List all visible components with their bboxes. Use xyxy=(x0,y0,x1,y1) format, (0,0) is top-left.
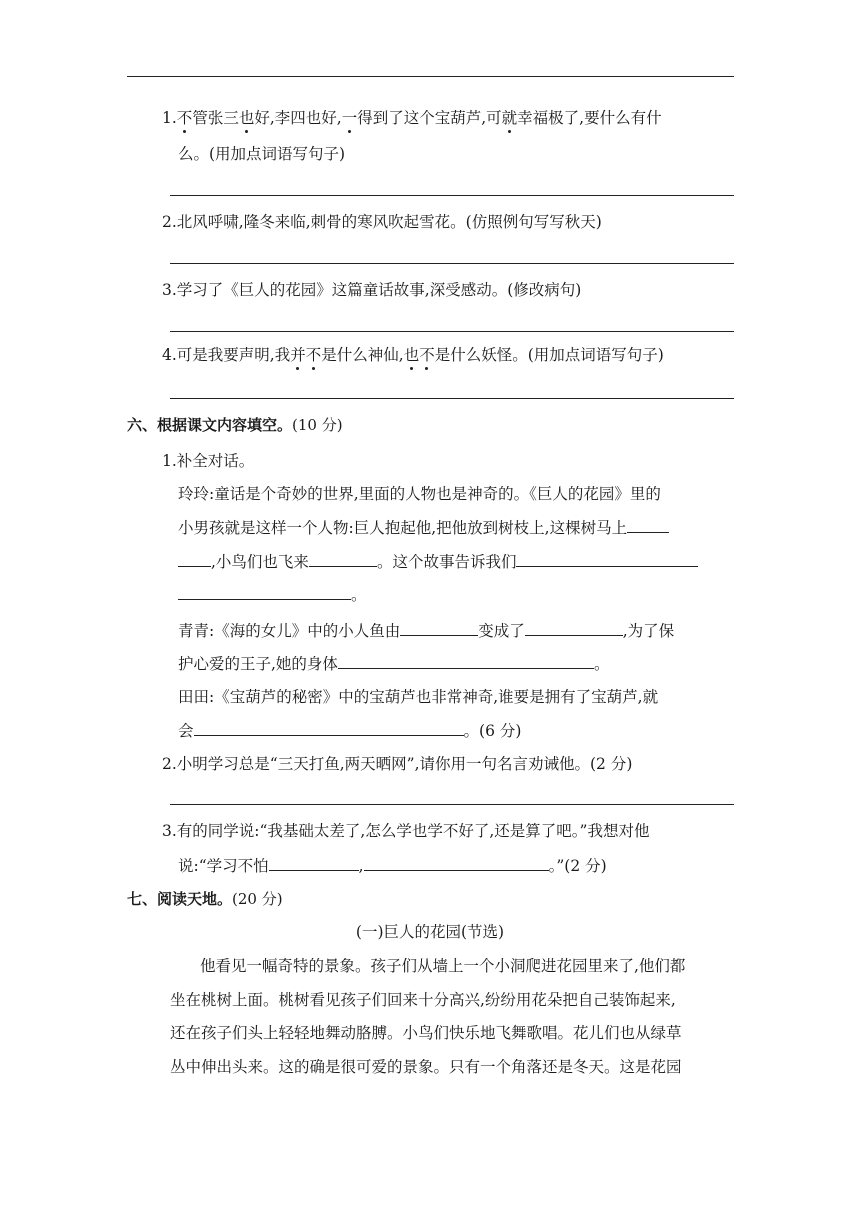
text-span: 。 xyxy=(351,586,367,604)
s6-q1-line5 xyxy=(178,620,674,641)
reading-title: (一)巨人的花园(节选) xyxy=(355,923,505,941)
answer-line-s6-q2[interactable] xyxy=(170,804,734,805)
blank-1b[interactable] xyxy=(178,551,211,567)
section-7-heading xyxy=(127,889,283,909)
q1-line1 xyxy=(162,108,662,128)
s6-q1-line2 xyxy=(178,517,669,538)
text-span: 说:“学习不怕 xyxy=(178,857,269,875)
blank-6[interactable] xyxy=(338,653,594,669)
answer-line-q1[interactable] xyxy=(170,195,734,196)
text-span: 六、根据课文内容填空。 xyxy=(127,416,293,434)
emphasis-dot-char: 一 xyxy=(341,109,358,127)
text-span: 青青:《海的女儿》中的小人鱼由 xyxy=(178,622,401,640)
s6-q1-line8 xyxy=(178,720,521,741)
text-span: 4.可是我要声明,我 xyxy=(162,346,291,364)
emphasis-dot-char: 也 xyxy=(238,109,255,127)
q4-text xyxy=(162,345,664,365)
emphasis-dot-char: 并 xyxy=(290,346,306,364)
text-span: 1. xyxy=(162,109,177,127)
emphasis-dot-char: 也 xyxy=(403,346,420,364)
s6-q1-title: 1.补全对话。 xyxy=(162,452,255,470)
emphasis-dot-char: 不 xyxy=(305,346,322,364)
blank-4[interactable] xyxy=(400,620,478,636)
section-6-heading xyxy=(127,415,343,435)
blank-3b[interactable] xyxy=(178,584,351,600)
text-span: 得到了这个宝葫芦,可 xyxy=(357,109,502,127)
text-span: 七、阅读天地。 xyxy=(127,890,233,908)
blank-5[interactable] xyxy=(525,620,623,636)
text-span: 。这个故事告诉我们 xyxy=(376,553,517,571)
text-span: , xyxy=(358,857,364,875)
text-span: 。”(2 分) xyxy=(548,857,607,875)
blank-1a[interactable] xyxy=(627,517,669,533)
s6-q1-line3 xyxy=(178,551,698,572)
text-span: 小男孩就是这样一个人物:巨人抱起他,把他放到树枝上,这棵树马上 xyxy=(178,519,628,537)
s6-q1-line4 xyxy=(178,584,367,605)
text-span: ,小鸟们也飞来 xyxy=(211,553,309,571)
s6-q1-line7: 田田:《宝葫芦的秘密》中的宝葫芦也非常神奇,谁要是拥有了宝葫芦,就 xyxy=(178,688,659,706)
text-span: 幸福极了,要什么有什 xyxy=(517,109,662,127)
blank-7[interactable] xyxy=(194,720,464,736)
reading-line-2: 坐在桃树上面。桃树看见孩子们回来十分高兴,纷纷用花朵把自己装饰起来, xyxy=(170,991,676,1009)
s6-q3-line2 xyxy=(178,855,607,876)
reading-line-4: 丛中伸出头来。这的确是很可爱的景象。只有一个角落还是冬天。这是花园 xyxy=(170,1058,682,1076)
text-span: 。(6 分) xyxy=(463,722,522,740)
q3-text: 3.学习了《巨人的花园》这篇童话故事,深受感动。(修改病句) xyxy=(162,281,582,299)
s6-q1-line6 xyxy=(178,653,609,674)
emphasis-dot-char: 不 xyxy=(176,109,193,127)
text-span: 护心爱的王子,她的身体 xyxy=(178,655,338,673)
s6-q2-text: 2.小明学习总是“三天打鱼,两天晒网”,请你用一句名言劝诫他。(2 分) xyxy=(162,755,633,773)
s6-q1-line1: 玲玲:童话是个奇妙的世界,里面的人物也是神奇的。《巨人的花园》里的 xyxy=(178,485,661,503)
q2-text: 2.北风呼啸,隆冬来临,刺骨的寒风吹起雪花。(仿照例句写写秋天) xyxy=(162,213,602,231)
text-span: 。 xyxy=(593,655,610,673)
text-span: 是什么妖怪。(用加点词语写句子) xyxy=(434,346,664,364)
text-span: 会 xyxy=(178,722,194,740)
text-span: 是什么神仙, xyxy=(321,346,404,364)
text-span: (10 分) xyxy=(292,416,343,434)
text-span: (20 分) xyxy=(232,890,283,908)
emphasis-dot-char: 不 xyxy=(419,346,435,364)
answer-line-q2[interactable] xyxy=(170,263,734,264)
blank-2[interactable] xyxy=(309,551,377,567)
text-span: 变成了 xyxy=(478,622,525,640)
answer-line-q3[interactable] xyxy=(170,331,734,332)
emphasis-dot-char: 就 xyxy=(501,109,518,127)
top-rule xyxy=(127,76,734,77)
text-span: ,为了保 xyxy=(622,622,675,640)
reading-line-3: 还在孩子们头上轻轻地舞动胳膊。小鸟们快乐地飞舞歌唱。花儿们也从绿草 xyxy=(170,1024,682,1042)
text-span: 管张三 xyxy=(192,109,239,127)
reading-line-1: 他看见一幅奇特的景象。孩子们从墙上一个小洞爬进花园里来了,他们都 xyxy=(200,957,686,975)
blank-3a[interactable] xyxy=(516,551,698,567)
text-span: 好,李四也好, xyxy=(254,109,342,127)
s6-q3-line1: 3.有的同学说:“我基础太差了,怎么学也学不好了,还是算了吧。”我想对他 xyxy=(162,822,650,840)
q1-line2: 么。(用加点词语写句子) xyxy=(178,145,346,163)
blank-8[interactable] xyxy=(269,855,359,871)
answer-line-q4[interactable] xyxy=(170,398,734,399)
blank-9[interactable] xyxy=(364,855,549,871)
